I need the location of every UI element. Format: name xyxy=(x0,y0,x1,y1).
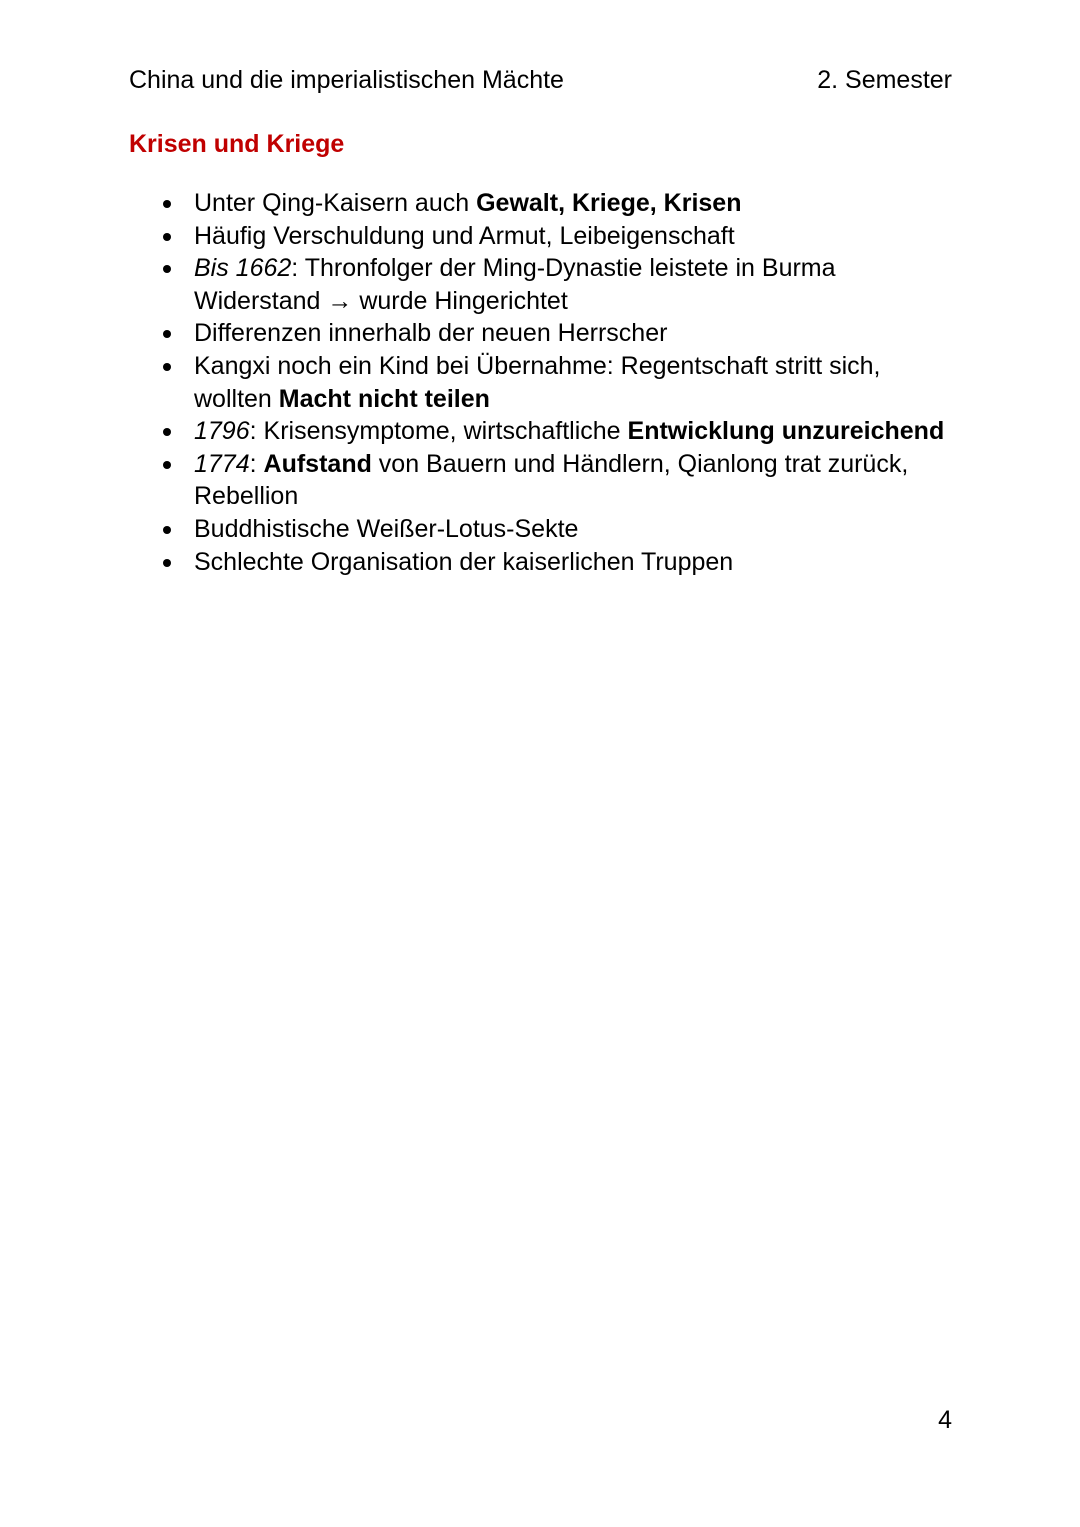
list-item: Häufig Verschuldung und Armut, Leibeigenschaft xyxy=(194,220,954,253)
list-item: Differenzen innerhalb der neuen Herrscher xyxy=(194,317,954,350)
list-item: Bis 1662: Thronfolger der Ming-Dynastie leistete in Burma Widerstand → wurde Hingerichtet xyxy=(194,252,954,317)
bullet-icon xyxy=(163,363,171,371)
page-number: 4 xyxy=(938,1406,952,1434)
bullet-icon xyxy=(163,265,171,273)
section-heading: Krisen und Kriege xyxy=(129,130,345,158)
document-title: China und die imperialistischen Mächte xyxy=(129,66,564,94)
semester-label: 2. Semester xyxy=(817,66,952,94)
list-item: 1796: Krisensymptome, wirtschaftliche Entwicklung unzureichend xyxy=(194,415,954,448)
bullet-icon xyxy=(163,330,171,338)
bullet-icon xyxy=(163,233,171,241)
bullet-icon xyxy=(163,559,171,567)
list-item: Kangxi noch ein Kind bei Übernahme: Regentschaft stritt sich, wollten Macht nicht teilen xyxy=(194,350,954,415)
bullet-list xyxy=(194,187,954,578)
bullet-icon xyxy=(163,428,171,436)
bullet-icon xyxy=(163,200,171,208)
bullet-icon xyxy=(163,526,171,534)
list-item: 1774: Aufstand von Bauern und Händlern, Qianlong trat zurück, Rebellion xyxy=(194,448,954,513)
bullet-icon xyxy=(163,461,171,469)
list-item: Schlechte Organisation der kaiserlichen Truppen xyxy=(194,546,954,579)
list-item: Buddhistische Weißer-Lotus-Sekte xyxy=(194,513,954,546)
list-item: Unter Qing-Kaisern auch Gewalt, Kriege, Krisen xyxy=(194,187,954,220)
